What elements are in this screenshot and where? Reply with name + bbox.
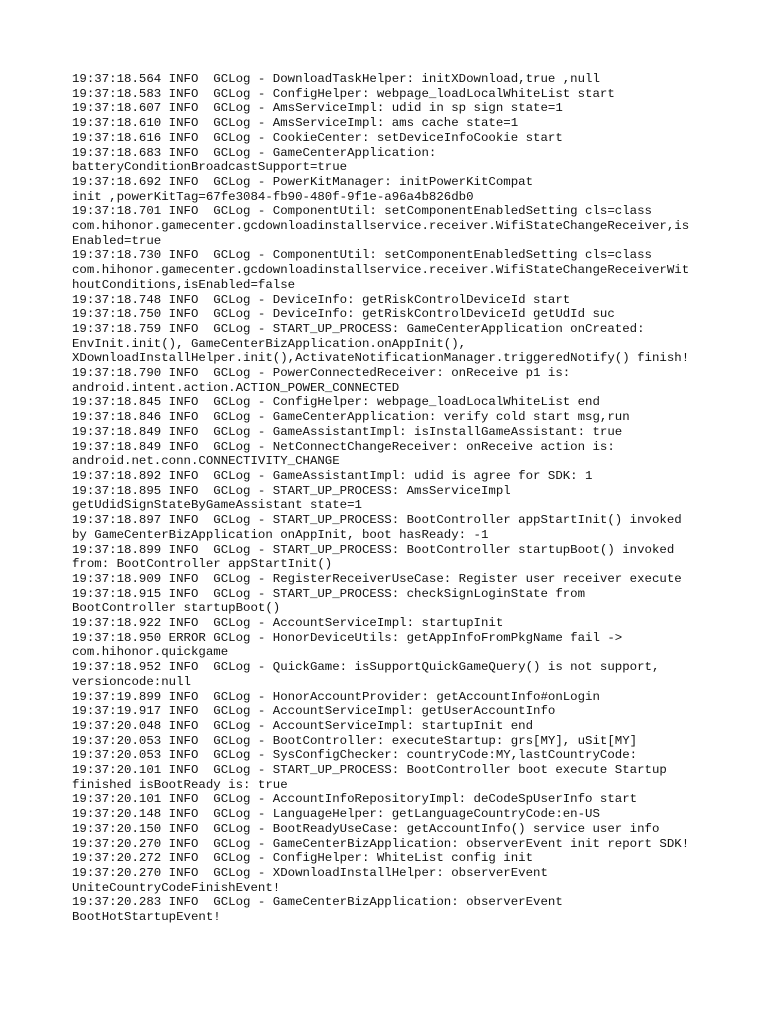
log-line: 19:37:18.950 ERROR GCLog - HonorDeviceUtils: getAppInfoFromPkgName fail -> bbox=[72, 630, 623, 645]
log-line: 19:37:18.899 INFO GCLog - START_UP_PROCESS: BootController startupBoot() invoked bbox=[72, 542, 675, 557]
log-line: by GameCenterBizApplication onAppInit, boot hasReady: -1 bbox=[72, 527, 489, 542]
log-line: finished isBootReady is: true bbox=[72, 777, 288, 792]
log-line: 19:37:18.897 INFO GCLog - START_UP_PROCESS: BootController appStartInit() invoked bbox=[72, 513, 682, 528]
log-line: 19:37:18.610 INFO GCLog - AmsServiceImpl: ams cache state=1 bbox=[72, 116, 519, 131]
log-line: versioncode:null bbox=[72, 674, 191, 689]
log-line: 19:37:18.583 INFO GCLog - ConfigHelper: webpage_loadLocalWhiteList start bbox=[72, 86, 615, 101]
log-line: 19:37:18.952 INFO GCLog - QuickGame: isSupportQuickGameQuery() is not support, bbox=[72, 660, 660, 675]
log-line: from: BootController appStartInit() bbox=[72, 557, 333, 572]
log-line: 19:37:18.909 INFO GCLog - RegisterReceiverUseCase: Register user receiver execute bbox=[72, 571, 682, 586]
log-line: 19:37:18.701 INFO GCLog - ComponentUtil: setComponentEnabledSetting cls=class bbox=[72, 204, 652, 219]
log-line: 19:37:18.922 INFO GCLog - AccountServiceImpl: startupInit bbox=[72, 616, 504, 631]
log-line: 19:37:20.048 INFO GCLog - AccountServiceImpl: startupInit end bbox=[72, 718, 534, 733]
log-line: 19:37:20.270 INFO GCLog - XDownloadInstallHelper: observerEvent bbox=[72, 865, 548, 880]
log-line: 19:37:18.895 INFO GCLog - START_UP_PROCESS: AmsServiceImpl bbox=[72, 483, 511, 498]
log-line: 19:37:18.849 INFO GCLog - GameAssistantImpl: isInstallGameAssistant: true bbox=[72, 424, 623, 439]
log-line: 19:37:20.101 INFO GCLog - AccountInfoRepositoryImpl: deCodeSpUserInfo start bbox=[72, 792, 638, 807]
log-line: 19:37:20.270 INFO GCLog - GameCenterBizApplication: observerEvent init report SDK! bbox=[72, 836, 690, 851]
log-line: 19:37:18.846 INFO GCLog - GameCenterApplication: verify cold start msg,run bbox=[72, 410, 630, 425]
log-line: 19:37:18.564 INFO GCLog - DownloadTaskHelper: initXDownload,true ,null bbox=[72, 72, 600, 86]
log-document bbox=[72, 72, 712, 925]
log-line: 19:37:20.283 INFO GCLog - GameCenterBizApplication: observerEvent bbox=[72, 895, 563, 910]
log-line: 19:37:18.748 INFO GCLog - DeviceInfo: getRiskControlDeviceId start bbox=[72, 292, 571, 307]
log-line: getUdidSignStateByGameAssistant state=1 bbox=[72, 498, 362, 513]
log-line: 19:37:18.845 INFO GCLog - ConfigHelper: webpage_loadLocalWhiteList end bbox=[72, 395, 600, 410]
log-line: 19:37:20.272 INFO GCLog - ConfigHelper: WhiteList config init bbox=[72, 851, 534, 866]
log-line: 19:37:20.150 INFO GCLog - BootReadyUseCase: getAccountInfo() service user info bbox=[72, 821, 660, 836]
log-line: UniteCountryCodeFinishEvent! bbox=[72, 880, 281, 895]
log-line: 19:37:18.683 INFO GCLog - GameCenterApplication: bbox=[72, 145, 437, 160]
log-line: 19:37:18.730 INFO GCLog - ComponentUtil: setComponentEnabledSetting cls=class bbox=[72, 248, 652, 263]
log-line: com.hihonor.gamecenter.gcdownloadinstallservice.receiver.WifiStateChangeReceiverWit bbox=[72, 263, 690, 278]
log-line: android.intent.action.ACTION_POWER_CONNECTED bbox=[72, 380, 400, 395]
log-line: 19:37:18.616 INFO GCLog - CookieCenter: setDeviceInfoCookie start bbox=[72, 130, 563, 145]
log-line: 19:37:18.692 INFO GCLog - PowerKitManager: initPowerKitCompat bbox=[72, 174, 534, 189]
log-line: init ,powerKitTag=67fe3084-fb90-480f-9f1e-a96a4b826db0 bbox=[72, 189, 474, 204]
log-line: 19:37:20.053 INFO GCLog - SysConfigChecker: countryCode:MY,lastCountryCode: bbox=[72, 748, 638, 763]
log-line: EnvInit.init(), GameCenterBizApplication.onAppInit(), bbox=[72, 336, 467, 351]
log-line: BootController startupBoot() bbox=[72, 601, 281, 616]
log-line: 19:37:18.607 INFO GCLog - AmsServiceImpl: udid in sp sign state=1 bbox=[72, 101, 563, 116]
log-line: BootHotStartupEvent! bbox=[72, 910, 221, 925]
log-line: houtConditions,isEnabled=false bbox=[72, 277, 296, 292]
log-line: 19:37:20.148 INFO GCLog - LanguageHelper: getLanguageCountryCode:en-US bbox=[72, 807, 600, 822]
log-line: 19:37:18.759 INFO GCLog - START_UP_PROCESS: GameCenterApplication onCreated: bbox=[72, 321, 645, 336]
log-line: 19:37:18.915 INFO GCLog - START_UP_PROCESS: checkSignLoginState from bbox=[72, 586, 586, 601]
log-line: com.hihonor.gamecenter.gcdownloadinstallservice.receiver.WifiStateChangeReceiver,is bbox=[72, 219, 690, 234]
log-line: 19:37:18.892 INFO GCLog - GameAssistantImpl: udid is agree for SDK: 1 bbox=[72, 468, 593, 483]
log-line: android.net.conn.CONNECTIVITY_CHANGE bbox=[72, 454, 340, 469]
log-line: 19:37:18.790 INFO GCLog - PowerConnectedReceiver: onReceive p1 is: bbox=[72, 366, 571, 381]
log-line: Enabled=true bbox=[72, 233, 162, 248]
log-line: 19:37:18.849 INFO GCLog - NetConnectChangeReceiver: onReceive action is: bbox=[72, 439, 615, 454]
log-line: 19:37:19.899 INFO GCLog - HonorAccountProvider: getAccountInfo#onLogin bbox=[72, 689, 600, 704]
log-line: batteryConditionBroadcastSupport=true bbox=[72, 160, 348, 175]
log-line: 19:37:20.053 INFO GCLog - BootController: executeStartup: grs[MY], uSit[MY] bbox=[72, 733, 638, 748]
log-line: com.hihonor.quickgame bbox=[72, 645, 229, 660]
log-line: XDownloadInstallHelper.init(),ActivateNotificationManager.triggeredNotify() finish! bbox=[72, 351, 690, 366]
log-line: 19:37:19.917 INFO GCLog - AccountServiceImpl: getUserAccountInfo bbox=[72, 704, 556, 719]
log-line: 19:37:18.750 INFO GCLog - DeviceInfo: getRiskControlDeviceId getUdId suc bbox=[72, 307, 615, 322]
log-line: 19:37:20.101 INFO GCLog - START_UP_PROCESS: BootController boot execute Startup bbox=[72, 763, 667, 778]
